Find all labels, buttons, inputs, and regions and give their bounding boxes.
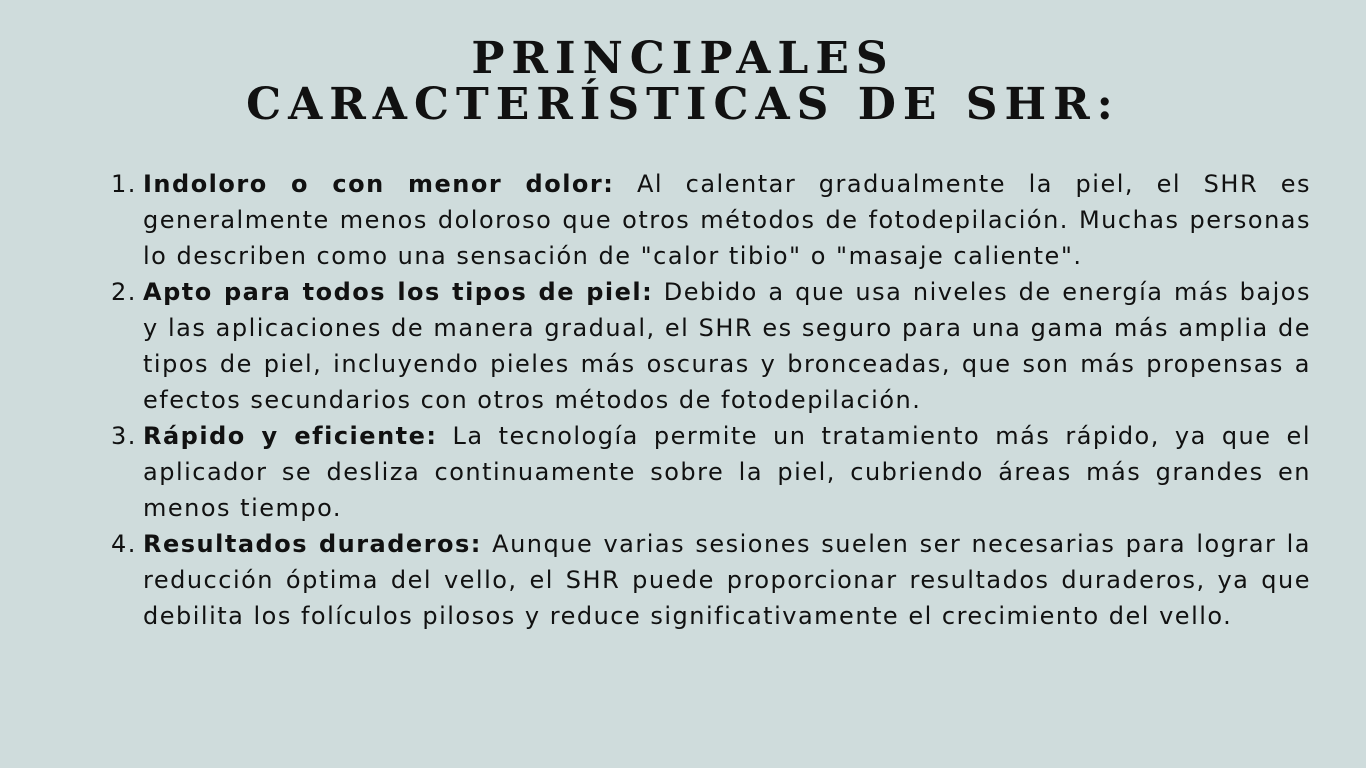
item-text: Debido a que usa niveles de energía más bajos y las aplicaciones de manera gradual, el SHR es seguro para una gama más amplia de tipos de piel, incluyendo pieles más oscuras y bronceadas, que son más propensas a efectos secundarios con otros métodos de fotodepilación. xyxy=(143,278,1311,414)
item-text: Al calentar gradualmente la piel, el SHR es generalmente menos doloroso que otros métodos de fotodepilación. Muchas personas lo describen como una sensación de "calor tibio" o "masaje caliente". xyxy=(143,170,1311,270)
item-heading: Apto para todos los tipos de piel: xyxy=(143,278,654,306)
item-number: 4. xyxy=(111,530,137,558)
item-heading: Rápido y eficiente: xyxy=(143,422,438,450)
item-heading: Resultados duraderos: xyxy=(143,530,482,558)
item-number: 3. xyxy=(111,422,137,450)
title-line-1: PRINCIPALES xyxy=(471,33,895,84)
item-heading: Indoloro o con menor dolor: xyxy=(143,170,615,198)
list-item xyxy=(111,526,1311,634)
item-number: 2. xyxy=(111,278,137,306)
slide-title xyxy=(0,33,1366,130)
list-item xyxy=(111,166,1311,274)
list-item xyxy=(111,274,1311,418)
title-line-2: CARACTERÍSTICAS DE SHR: xyxy=(246,79,1120,130)
list-item xyxy=(111,418,1311,526)
item-text: Aunque varias sesiones suelen ser necesarias para lograr la reducción óptima del vello, el SHR puede proporcionar resultados duraderos, ya que debilita los folículos pilosos y reduce significativamente el crecimiento del vello. xyxy=(143,530,1312,630)
item-text: La tecnología permite un tratamiento más rápido, ya que el aplicador se desliza continuamente sobre la piel, cubriendo áreas más grandes en menos tiempo. xyxy=(143,422,1311,522)
item-number: 1. xyxy=(111,170,137,198)
features-list xyxy=(111,166,1311,634)
